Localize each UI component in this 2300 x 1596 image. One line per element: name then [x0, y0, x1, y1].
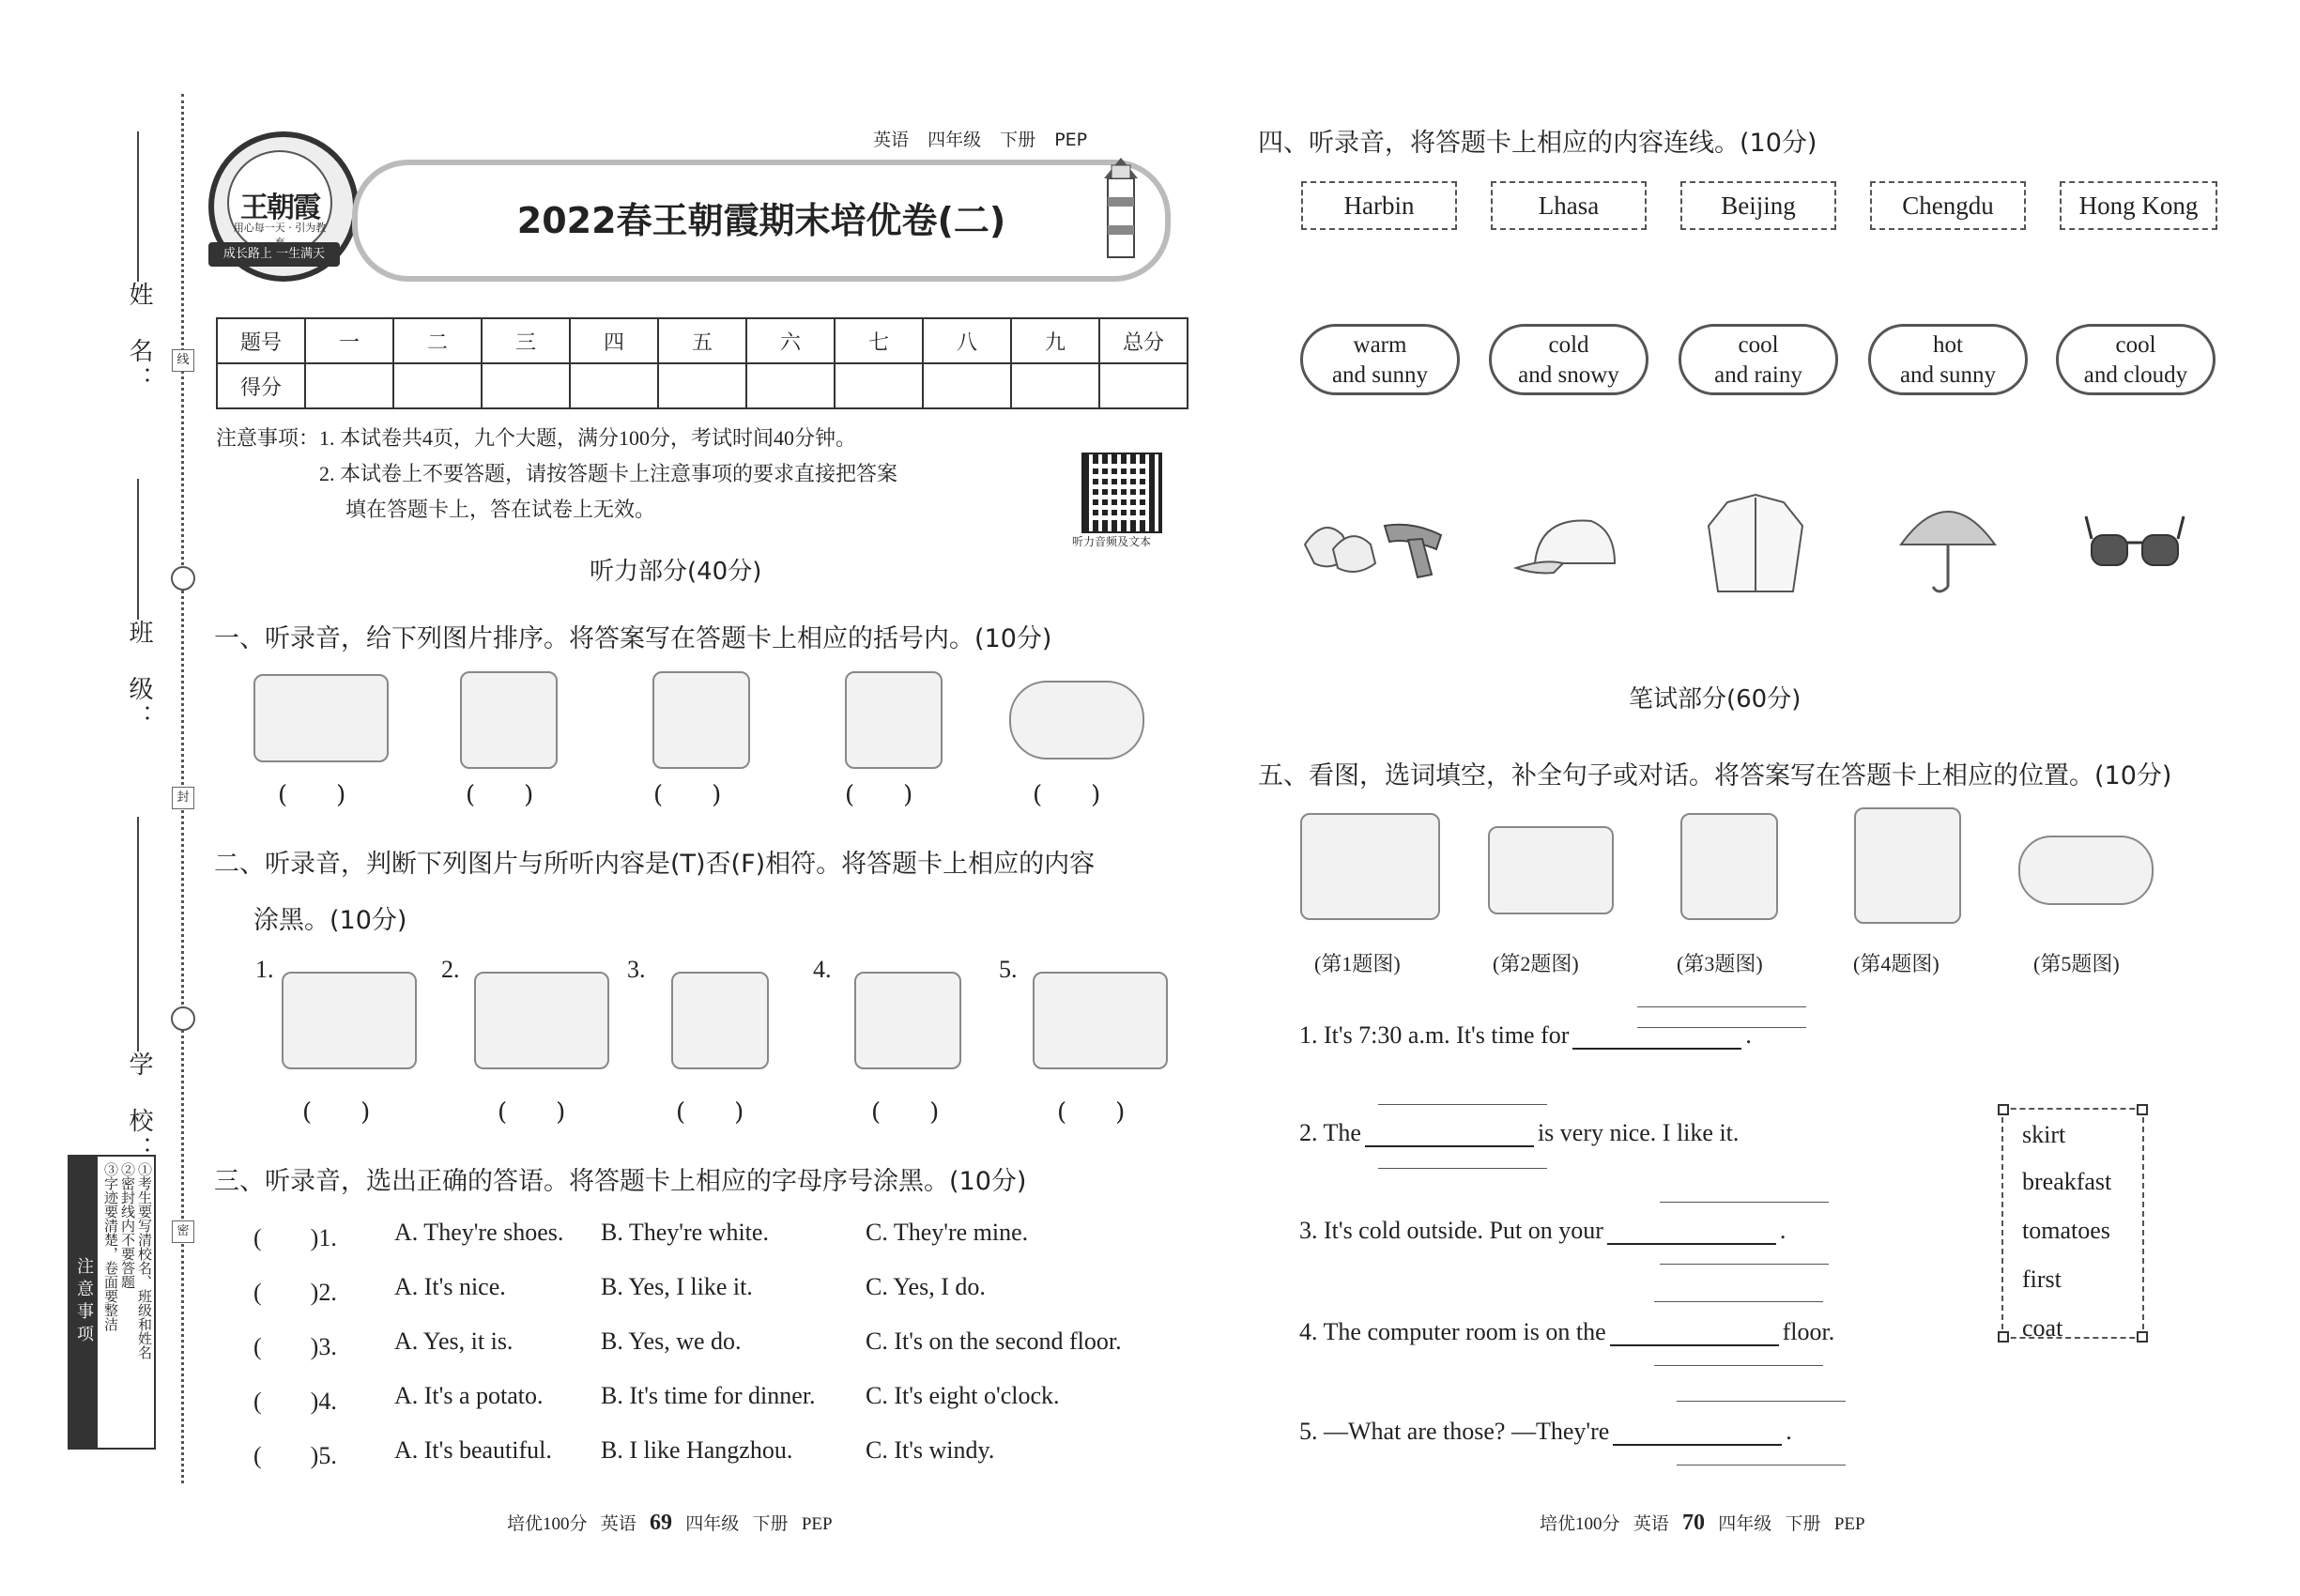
- q3-option-c[interactable]: C. It's eight o'clock.: [866, 1382, 1060, 1409]
- q3-option-a[interactable]: A. It's nice.: [394, 1273, 506, 1300]
- q3-option-a[interactable]: A. Yes, it is.: [394, 1327, 514, 1355]
- logo-text: 王朝霞: [240, 192, 319, 224]
- q5-sentence-5: [1299, 1418, 1792, 1446]
- q3-option-c[interactable]: C. It's windy.: [866, 1436, 995, 1464]
- name-label: 姓 名：: [125, 282, 153, 394]
- q2-number: 5.: [999, 956, 1018, 983]
- weather-cloud[interactable]: [2056, 324, 2216, 395]
- score-cell: 总分: [1099, 318, 1188, 363]
- footer-subject: 英语: [600, 1514, 636, 1534]
- q3-option-a[interactable]: A. It's a potato.: [394, 1382, 544, 1409]
- seal-circle-mark: [171, 1006, 195, 1031]
- cap-icon[interactable]: [1511, 507, 1624, 591]
- q5-caption: (第4题图): [1853, 952, 1940, 975]
- q5-picture-tomatoes: [2018, 836, 2154, 905]
- umbrella-icon[interactable]: [1892, 488, 2004, 601]
- q3-item-number[interactable]: ( )3.: [253, 1333, 337, 1360]
- q5-caption: (第3题图): [1677, 952, 1763, 975]
- weather-line: and cloudy: [2083, 362, 2188, 388]
- q2-picture-farm-animals: [474, 972, 609, 1069]
- guide-line: [1637, 1006, 1806, 1007]
- word-bank-corner: [2137, 1331, 2148, 1343]
- word-bank-item[interactable]: first: [2022, 1266, 2062, 1293]
- weather-line: and sunny: [1899, 362, 1997, 388]
- word-bank-item[interactable]: coat: [2022, 1314, 2063, 1342]
- q5-sentence-pre: 2. The: [1299, 1119, 1361, 1146]
- guide-line: [1677, 1465, 1846, 1466]
- class-field[interactable]: [137, 479, 139, 620]
- score-cell: 二: [393, 318, 482, 363]
- score-cell: 五: [658, 318, 746, 363]
- footer-edition: PEP: [1833, 1514, 1865, 1534]
- tag-grade: 四年级: [928, 130, 982, 150]
- notice-box: [68, 1155, 156, 1450]
- city-box-beijing[interactable]: Beijing: [1680, 181, 1836, 230]
- score-input-cell[interactable]: [658, 363, 746, 408]
- q3-option-c[interactable]: C. It's on the second floor.: [866, 1327, 1122, 1355]
- q4-title: 四、听录音，将答题卡上相应的内容连线。(10分): [1258, 129, 1817, 158]
- word-bank-item[interactable]: skirt: [2022, 1121, 2066, 1148]
- score-cell: 题号: [217, 318, 305, 363]
- sunglasses-icon[interactable]: [2084, 507, 2187, 582]
- q3-title: 三、听录音，选出正确的答语。将答题卡上相应的字母序号涂黑。(10分): [214, 1167, 1027, 1196]
- word-bank-corner: [1998, 1104, 2009, 1115]
- weather-cloud[interactable]: [1300, 324, 1460, 395]
- q1-blank[interactable]: ( ): [466, 781, 534, 809]
- q5-sentence-3: [1299, 1217, 1786, 1245]
- q5-answer-blank[interactable]: [1607, 1219, 1776, 1245]
- q5-sentence-pre: 5. —What are those? —They're: [1299, 1418, 1610, 1445]
- tag-edition: PEP: [1054, 130, 1088, 150]
- q3-item-number[interactable]: ( )4.: [253, 1388, 337, 1415]
- q2-picture-dress: [671, 972, 769, 1069]
- q1-title: 一、听录音，给下列图片排序。将答案写在答题卡上相应的括号内。(10分): [214, 624, 1052, 653]
- q5-title: 五、看图，选词填空，补全句子或对话。将答案写在答题卡上相应的位置。(10分): [1258, 761, 2172, 790]
- score-cell: 三: [482, 318, 570, 363]
- score-cell: 四: [570, 318, 658, 363]
- footer-right: [1540, 1510, 1865, 1536]
- footer-left: [507, 1510, 833, 1536]
- q5-caption: (第5题图): [2033, 952, 2120, 975]
- q2-number: 2.: [441, 956, 460, 983]
- q5-sentence-post: .: [1745, 1021, 1752, 1049]
- q5-answer-blank[interactable]: [1613, 1420, 1782, 1446]
- q3-option-b[interactable]: B. It's time for dinner.: [601, 1382, 816, 1409]
- q2-blank[interactable]: ( ): [498, 1098, 566, 1127]
- q5-sentence-post: is very nice. I like it.: [1537, 1119, 1740, 1146]
- score-input-cell[interactable]: [393, 363, 482, 408]
- word-bank-corner: [2137, 1104, 2148, 1115]
- weather-line: and snowy: [1518, 362, 1619, 388]
- q5-sentence-post: .: [1779, 1217, 1786, 1244]
- footer-edition: PEP: [801, 1514, 833, 1534]
- notice-item: ①考生要写清校名、班级和姓名: [136, 1162, 151, 1359]
- q2-blank[interactable]: ( ): [676, 1098, 744, 1127]
- score-input-cell[interactable]: [835, 363, 923, 408]
- score-cell: 一: [305, 318, 393, 363]
- score-table-header-row: [217, 318, 1188, 363]
- header-tags: [873, 126, 1100, 151]
- title-banner: [352, 160, 1171, 282]
- weather-cloud[interactable]: [1489, 324, 1648, 395]
- q1-picture-snow: [845, 671, 943, 769]
- note-line-2: 2. 本试卷上不要答题，请按答题卡上注意事项的要求直接把答案: [319, 462, 898, 485]
- guide-line: [1660, 1202, 1829, 1203]
- q2-picture-tshirt: [854, 972, 961, 1069]
- page-number: 70: [1682, 1511, 1706, 1535]
- q5-answer-blank[interactable]: [1610, 1320, 1779, 1346]
- word-bank-corner: [1998, 1331, 2009, 1343]
- footer-term: 下册: [752, 1514, 789, 1534]
- page-title: 2022春王朝霞期末培优卷(二): [516, 200, 1006, 241]
- q2-number: 1.: [255, 956, 274, 983]
- q5-answer-blank[interactable]: [1365, 1121, 1534, 1147]
- listening-heading: 听力部分(40分): [590, 558, 762, 586]
- qr-code[interactable]: [1081, 453, 1162, 533]
- notice-item: ②密封线内不要答题: [119, 1162, 134, 1289]
- notice-body: [101, 1162, 152, 1359]
- q5-sentence-pre: 4. The computer room is on the: [1299, 1318, 1606, 1345]
- q1-picture-playground: [1009, 681, 1144, 760]
- q3-option-b[interactable]: B. Yes, we do.: [601, 1327, 742, 1355]
- footer-subject: 英语: [1633, 1514, 1669, 1534]
- q3-option-a[interactable]: A. It's beautiful.: [394, 1436, 552, 1464]
- weather-cloud[interactable]: [1868, 324, 2028, 395]
- q2-title: 二、听录音，判断下列图片与所听内容是(T)否(F)相符。将答题卡上相应的内容: [214, 850, 1096, 879]
- score-input-cell[interactable]: [305, 363, 393, 408]
- q5-picture-coat: [1680, 813, 1778, 920]
- score-table: [216, 317, 1188, 409]
- page-number: 69: [650, 1511, 673, 1535]
- guide-line: [1660, 1264, 1829, 1265]
- seal-circle-mark: [171, 566, 195, 591]
- footer-grade: 四年级: [685, 1514, 740, 1534]
- score-cell: 八: [923, 318, 1011, 363]
- q5-picture-girl-breakfast: [1300, 813, 1440, 920]
- tag-term: 下册: [1000, 130, 1036, 150]
- q1-blank[interactable]: ( ): [278, 781, 346, 809]
- q2-number: 3.: [627, 956, 646, 983]
- notice-item: ③字迹要清楚，卷面要整洁: [102, 1162, 117, 1331]
- lighthouse-icon: [1080, 141, 1164, 263]
- logo-sub: 用心每一天 · 引为教: [233, 222, 327, 234]
- q2-blank[interactable]: ( ): [871, 1098, 940, 1127]
- q5-caption: (第1题图): [1314, 952, 1401, 975]
- school-label: 学 校：: [125, 1051, 153, 1164]
- q1-blank[interactable]: ( ): [845, 781, 913, 809]
- word-bank-item[interactable]: tomatoes: [2022, 1217, 2110, 1244]
- city-box-lhasa[interactable]: Lhasa: [1491, 181, 1647, 230]
- q2-title-cont: 涂黑。(10分): [253, 906, 407, 935]
- tag-subject: 英语: [873, 130, 910, 150]
- q5-answer-blank[interactable]: [1572, 1023, 1741, 1050]
- guide-line: [1677, 1401, 1846, 1402]
- notice-title: 注意事项: [69, 1157, 98, 1448]
- q1-blank[interactable]: ( ): [653, 781, 722, 809]
- seal-mark-seal: 封: [172, 787, 194, 809]
- footer-term: 下册: [1785, 1514, 1821, 1534]
- footer-series: 培优100分: [507, 1514, 588, 1534]
- weather-cloud[interactable]: [1679, 324, 1838, 395]
- q5-sentence-1: [1299, 1021, 1752, 1050]
- city-box-hong-kong[interactable]: Hong Kong: [2060, 181, 2217, 230]
- weather-line: hot: [1933, 332, 1963, 358]
- q5-sentence-pre: 1. It's 7:30 a.m. It's time for: [1299, 1021, 1570, 1049]
- word-bank-item[interactable]: breakfast: [2022, 1168, 2112, 1195]
- gloves-scarf-icon[interactable]: [1296, 507, 1455, 591]
- q3-option-b[interactable]: B. I like Hangzhou.: [601, 1436, 793, 1464]
- footer-grade: 四年级: [1718, 1514, 1772, 1534]
- score-input-cell[interactable]: [570, 363, 658, 408]
- q5-picture-building: [1854, 807, 1961, 924]
- guide-line: [1654, 1301, 1823, 1302]
- q5-sentence-post: floor.: [1782, 1318, 1835, 1345]
- q3-option-c[interactable]: C. They're mine.: [866, 1219, 1029, 1246]
- weather-line: cool: [1738, 332, 1779, 358]
- q1-picture-farm: [253, 674, 389, 762]
- seal-mark-line: 线: [172, 349, 194, 372]
- name-field[interactable]: [137, 131, 139, 282]
- weather-line: cool: [2115, 332, 2156, 358]
- score-input-cell[interactable]: [1011, 363, 1099, 408]
- q2-picture-girl-bed-clock: [1033, 972, 1168, 1069]
- score-table-score-row: [217, 363, 1188, 408]
- q2-blank[interactable]: ( ): [1057, 1098, 1126, 1127]
- q2-blank[interactable]: ( ): [302, 1098, 371, 1127]
- qr-caption: 听力音频及文本: [1072, 535, 1152, 548]
- note-line-1: 注意事项：1. 本试卷共4页，九个大题，满分100分，考试时间40分钟。: [216, 426, 857, 450]
- weather-line: and sunny: [1331, 362, 1429, 388]
- q3-item-number[interactable]: ( )5.: [253, 1442, 337, 1469]
- score-cell: 七: [835, 318, 923, 363]
- q3-item-number[interactable]: ( )2.: [253, 1279, 337, 1306]
- score-input-cell[interactable]: [746, 363, 835, 408]
- q3-option-b[interactable]: B. They're white.: [601, 1219, 769, 1246]
- weather-line: and rainy: [1714, 362, 1802, 388]
- guide-line: [1378, 1168, 1547, 1169]
- q3-option-a[interactable]: A. They're shoes.: [394, 1219, 564, 1246]
- q2-number: 4.: [813, 956, 832, 983]
- footer-series: 培优100分: [1540, 1514, 1620, 1534]
- jacket-icon[interactable]: [1699, 488, 1812, 601]
- city-box-harbin[interactable]: Harbin: [1301, 181, 1457, 230]
- score-cell: 九: [1011, 318, 1099, 363]
- q5-sentence-post: .: [1786, 1418, 1792, 1445]
- school-field[interactable]: [137, 817, 139, 1051]
- q3-option-c[interactable]: C. Yes, I do.: [866, 1273, 986, 1300]
- q5-sentence-2: [1299, 1119, 1739, 1147]
- score-input-cell[interactable]: [1099, 363, 1188, 408]
- q3-option-b[interactable]: B. Yes, I like it.: [601, 1273, 753, 1300]
- word-bank: [2001, 1108, 2144, 1342]
- q5-picture-skirt: [1488, 826, 1614, 914]
- writing-heading: 笔试部分(60分): [1629, 685, 1802, 714]
- logo-ribbon: 成长路上 一生满天: [208, 242, 340, 267]
- score-cell: 六: [746, 318, 835, 363]
- q1-picture-shirt: [460, 671, 558, 769]
- score-input-cell[interactable]: [482, 363, 570, 408]
- guide-line: [1654, 1365, 1823, 1366]
- q5-sentence-4: [1299, 1318, 1834, 1346]
- weather-line: warm: [1353, 332, 1407, 358]
- q1-blank[interactable]: ( ): [1033, 781, 1101, 809]
- class-label: 班 级：: [125, 620, 153, 732]
- note-line-3: 填在答题卡上，答在试卷上无效。: [345, 498, 656, 521]
- seal-mark-secret: 密: [172, 1220, 194, 1243]
- q5-caption: (第2题图): [1493, 952, 1579, 975]
- score-input-cell[interactable]: [923, 363, 1011, 408]
- guide-line: [1378, 1104, 1547, 1105]
- weather-line: cold: [1548, 332, 1589, 358]
- q3-item-number[interactable]: ( )1.: [253, 1224, 337, 1251]
- city-box-chengdu[interactable]: Chengdu: [1870, 181, 2026, 230]
- q5-sentence-pre: 3. It's cold outside. Put on your: [1299, 1217, 1603, 1244]
- q1-picture-sheep: [652, 671, 750, 769]
- score-cell: 得分: [217, 363, 305, 408]
- q2-picture-snow-house: [282, 972, 417, 1069]
